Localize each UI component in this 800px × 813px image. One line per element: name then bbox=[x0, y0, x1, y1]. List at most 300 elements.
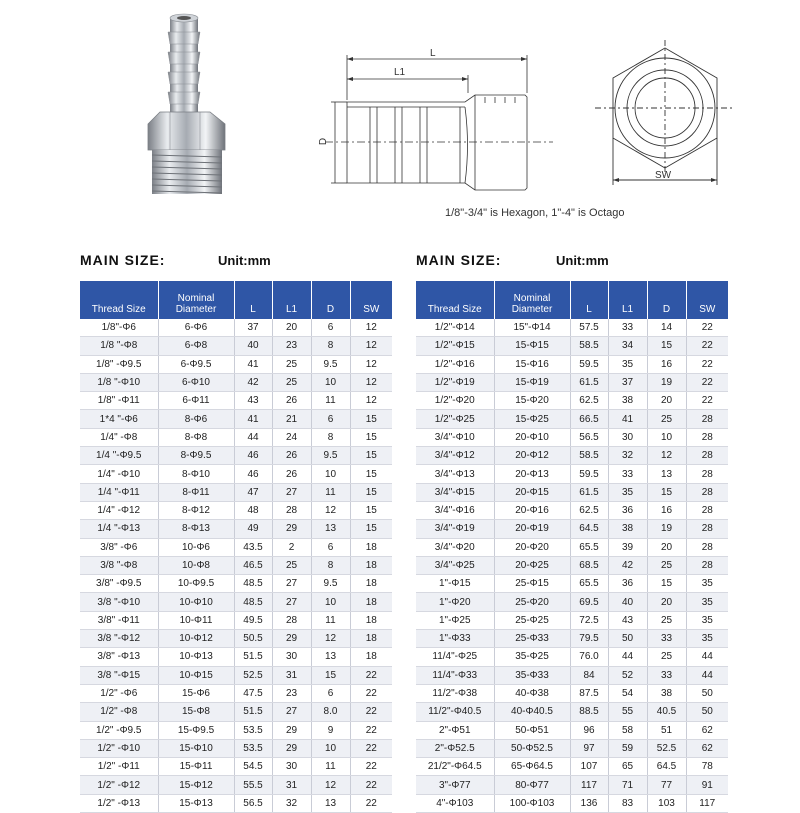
table-row bbox=[416, 520, 728, 538]
table-row bbox=[80, 684, 392, 702]
table-cell: 11/2"-Φ40.5 bbox=[416, 703, 494, 721]
table-cell: 2 bbox=[272, 538, 311, 556]
table-cell: 48.5 bbox=[234, 575, 272, 593]
table-cell: 65.5 bbox=[570, 538, 608, 556]
table-cell: 10-Φ11 bbox=[158, 611, 234, 629]
table-cell: 3/4"-Φ12 bbox=[416, 447, 494, 465]
table-cell: 107 bbox=[570, 758, 608, 776]
table-cell: 20-Φ20 bbox=[494, 538, 570, 556]
table-row bbox=[80, 428, 392, 446]
table-row bbox=[80, 373, 392, 391]
table-cell: 55 bbox=[608, 703, 647, 721]
table-cell: 22 bbox=[350, 739, 392, 757]
table-cell: 1/8" -Φ9.5 bbox=[80, 355, 158, 373]
table-cell: 58.5 bbox=[570, 337, 608, 355]
table-cell: 1/2" -Φ11 bbox=[80, 758, 158, 776]
table-cell: 25 bbox=[647, 556, 686, 574]
table-cell: 55.5 bbox=[234, 776, 272, 794]
table-cell: 44 bbox=[686, 648, 728, 666]
table-cell: 1/4" -Φ10 bbox=[80, 465, 158, 483]
table-cell: 20 bbox=[647, 538, 686, 556]
table-row bbox=[80, 739, 392, 757]
table-cell: 41 bbox=[234, 410, 272, 428]
table-cell: 15-Φ20 bbox=[494, 392, 570, 410]
table-cell: 18 bbox=[350, 611, 392, 629]
table-cell: 10 bbox=[311, 739, 350, 757]
table-cell: 6-Φ10 bbox=[158, 373, 234, 391]
table-cell: 15 bbox=[647, 337, 686, 355]
table-cell: 20 bbox=[647, 392, 686, 410]
table-cell: 88.5 bbox=[570, 703, 608, 721]
table-cell: 28 bbox=[686, 556, 728, 574]
table-cell: 15-Φ12 bbox=[158, 776, 234, 794]
table-cell: 38 bbox=[608, 520, 647, 538]
table-cell: 1/2" -Φ13 bbox=[80, 794, 158, 812]
table-row bbox=[416, 666, 728, 684]
table-cell: 52.5 bbox=[647, 739, 686, 757]
table-cell: 15"-Φ14 bbox=[494, 319, 570, 337]
table-cell: 30 bbox=[272, 648, 311, 666]
table-cell: 48 bbox=[234, 501, 272, 519]
table-cell: 27 bbox=[272, 575, 311, 593]
column-header: L bbox=[234, 281, 272, 319]
right-size-table bbox=[416, 281, 728, 813]
table-cell: 1/4 "-Φ9.5 bbox=[80, 447, 158, 465]
table-cell: 3"-Φ77 bbox=[416, 776, 494, 794]
table-cell: 11/4"-Φ25 bbox=[416, 648, 494, 666]
table-cell: 15-Φ8 bbox=[158, 703, 234, 721]
table-cell: 38 bbox=[608, 392, 647, 410]
table-cell: 4"-Φ103 bbox=[416, 794, 494, 812]
table-cell: 1*4 "-Φ6 bbox=[80, 410, 158, 428]
dim-label-D: D bbox=[318, 137, 330, 146]
table-cell: 25-Φ20 bbox=[494, 593, 570, 611]
table-cell: 62 bbox=[686, 721, 728, 739]
table-cell: 117 bbox=[686, 794, 728, 812]
table-cell: 3/8 "-Φ15 bbox=[80, 666, 158, 684]
table-cell: 59.5 bbox=[570, 355, 608, 373]
dim-label-L1: L1 bbox=[394, 67, 406, 78]
table-cell: 10-Φ9.5 bbox=[158, 575, 234, 593]
table-cell: 57.5 bbox=[570, 319, 608, 337]
table-cell: 16 bbox=[647, 355, 686, 373]
table-cell: 15 bbox=[647, 575, 686, 593]
table-cell: 18 bbox=[350, 538, 392, 556]
table-cell: 19 bbox=[647, 520, 686, 538]
side-view-drawing bbox=[325, 45, 555, 205]
table-cell: 41 bbox=[608, 410, 647, 428]
table-cell: 15-Φ13 bbox=[158, 794, 234, 812]
table-cell: 35 bbox=[686, 630, 728, 648]
table-cell: 1/2" -Φ10 bbox=[80, 739, 158, 757]
table-cell: 68.5 bbox=[570, 556, 608, 574]
table-cell: 28 bbox=[686, 520, 728, 538]
table-cell: 13 bbox=[311, 648, 350, 666]
table-row bbox=[416, 721, 728, 739]
table-cell: 11 bbox=[311, 483, 350, 501]
table-cell: 56.5 bbox=[570, 428, 608, 446]
table-cell: 36 bbox=[608, 501, 647, 519]
table-row bbox=[416, 739, 728, 757]
table-cell: 33 bbox=[647, 666, 686, 684]
table-cell: 12 bbox=[647, 447, 686, 465]
table-cell: 39 bbox=[608, 538, 647, 556]
table-cell: 15-Φ25 bbox=[494, 410, 570, 428]
table-cell: 18 bbox=[350, 575, 392, 593]
table-cell: 56.5 bbox=[234, 794, 272, 812]
table-cell: 9.5 bbox=[311, 355, 350, 373]
table-cell: 12 bbox=[311, 501, 350, 519]
table-cell: 22 bbox=[350, 703, 392, 721]
table-row bbox=[416, 373, 728, 391]
table-cell: 59.5 bbox=[570, 465, 608, 483]
table-cell: 80-Φ77 bbox=[494, 776, 570, 794]
table-cell: 22 bbox=[686, 337, 728, 355]
table-cell: 15 bbox=[350, 465, 392, 483]
table-cell: 37 bbox=[234, 319, 272, 337]
table-cell: 21 bbox=[272, 410, 311, 428]
table-cell: 25 bbox=[272, 373, 311, 391]
table-cell: 22 bbox=[686, 319, 728, 337]
table-cell: 46 bbox=[234, 465, 272, 483]
table-cell: 37 bbox=[608, 373, 647, 391]
table-cell: 64.5 bbox=[647, 758, 686, 776]
table-row bbox=[80, 593, 392, 611]
table-cell: 2"-Φ51 bbox=[416, 721, 494, 739]
table-cell: 6 bbox=[311, 410, 350, 428]
column-header: L1 bbox=[608, 281, 647, 319]
table-cell: 41 bbox=[234, 355, 272, 373]
table-cell: 6-Φ11 bbox=[158, 392, 234, 410]
table-cell: 40 bbox=[234, 337, 272, 355]
table-cell: 1/2"-Φ14 bbox=[416, 319, 494, 337]
table-cell: 12 bbox=[350, 319, 392, 337]
table-cell: 42 bbox=[608, 556, 647, 574]
table-cell: 3/8 "-Φ12 bbox=[80, 630, 158, 648]
table-cell: 3/8 "-Φ8 bbox=[80, 556, 158, 574]
table-cell: 65.5 bbox=[570, 575, 608, 593]
table-cell: 47 bbox=[234, 483, 272, 501]
table-cell: 3/4"-Φ15 bbox=[416, 483, 494, 501]
table-cell: 1/2" -Φ9.5 bbox=[80, 721, 158, 739]
table-cell: 20-Φ19 bbox=[494, 520, 570, 538]
column-header: D bbox=[311, 281, 350, 319]
table-cell: 22 bbox=[350, 684, 392, 702]
table-cell: 1/8"-Φ6 bbox=[80, 319, 158, 337]
table-cell: 23 bbox=[272, 337, 311, 355]
table-cell: 49 bbox=[234, 520, 272, 538]
table-cell: 15 bbox=[350, 520, 392, 538]
table-cell: 11 bbox=[311, 392, 350, 410]
table-row bbox=[80, 483, 392, 501]
table-cell: 1/2"-Φ16 bbox=[416, 355, 494, 373]
table-row bbox=[80, 538, 392, 556]
table-cell: 22 bbox=[686, 392, 728, 410]
table-cell: 76.0 bbox=[570, 648, 608, 666]
table-cell: 35-Φ33 bbox=[494, 666, 570, 684]
table-cell: 66.5 bbox=[570, 410, 608, 428]
product-photo bbox=[130, 12, 250, 197]
table-cell: 15-Φ9.5 bbox=[158, 721, 234, 739]
column-header: Thread Size bbox=[416, 281, 494, 319]
table-cell: 30 bbox=[272, 758, 311, 776]
table-row bbox=[416, 758, 728, 776]
table-cell: 15-Φ11 bbox=[158, 758, 234, 776]
table-cell: 54.5 bbox=[234, 758, 272, 776]
table-cell: 65-Φ64.5 bbox=[494, 758, 570, 776]
table-cell: 8 bbox=[311, 428, 350, 446]
table-cell: 3/8" -Φ11 bbox=[80, 611, 158, 629]
table-cell: 8-Φ9.5 bbox=[158, 447, 234, 465]
table-cell: 10 bbox=[647, 428, 686, 446]
table-cell: 1"-Φ20 bbox=[416, 593, 494, 611]
table-cell: 11/4"-Φ33 bbox=[416, 666, 494, 684]
table-cell: 20-Φ15 bbox=[494, 483, 570, 501]
table-cell: 36 bbox=[608, 575, 647, 593]
table-cell: 61.5 bbox=[570, 483, 608, 501]
table-cell: 51.5 bbox=[234, 703, 272, 721]
table-cell: 10-Φ12 bbox=[158, 630, 234, 648]
table-cell: 10-Φ8 bbox=[158, 556, 234, 574]
table-row bbox=[416, 703, 728, 721]
table-row bbox=[80, 392, 392, 410]
table-cell: 18 bbox=[350, 593, 392, 611]
table-cell: 22 bbox=[350, 776, 392, 794]
table-cell: 25 bbox=[272, 355, 311, 373]
table-cell: 8 bbox=[311, 556, 350, 574]
table-cell: 3/4"-Φ25 bbox=[416, 556, 494, 574]
right-unit-label: Unit:mm bbox=[556, 253, 609, 268]
table-cell: 31 bbox=[272, 776, 311, 794]
table-cell: 11/2"-Φ38 bbox=[416, 684, 494, 702]
table-cell: 27 bbox=[272, 483, 311, 501]
table-cell: 12 bbox=[350, 373, 392, 391]
table-cell: 32 bbox=[608, 447, 647, 465]
table-cell: 62.5 bbox=[570, 392, 608, 410]
table-row bbox=[416, 483, 728, 501]
table-cell: 1/2" -Φ8 bbox=[80, 703, 158, 721]
table-cell: 29 bbox=[272, 739, 311, 757]
table-cell: 97 bbox=[570, 739, 608, 757]
table-cell: 1/2"-Φ19 bbox=[416, 373, 494, 391]
table-cell: 53.5 bbox=[234, 721, 272, 739]
table-cell: 10-Φ10 bbox=[158, 593, 234, 611]
table-row bbox=[80, 611, 392, 629]
table-cell: 8-Φ8 bbox=[158, 428, 234, 446]
table-cell: 96 bbox=[570, 721, 608, 739]
table-cell: 1/2"-Φ20 bbox=[416, 392, 494, 410]
left-main-size-title: MAIN SIZE: bbox=[80, 252, 166, 268]
table-cell: 38 bbox=[647, 684, 686, 702]
table-cell: 18 bbox=[350, 556, 392, 574]
table-cell: 1/4 "-Φ11 bbox=[80, 483, 158, 501]
table-cell: 12 bbox=[350, 337, 392, 355]
table-cell: 48.5 bbox=[234, 593, 272, 611]
table-cell: 62 bbox=[686, 739, 728, 757]
table-cell: 15 bbox=[350, 501, 392, 519]
table-cell: 11 bbox=[311, 758, 350, 776]
table-cell: 6 bbox=[311, 684, 350, 702]
table-row bbox=[80, 758, 392, 776]
table-row bbox=[416, 538, 728, 556]
table-cell: 50 bbox=[686, 684, 728, 702]
table-cell: 43 bbox=[234, 392, 272, 410]
table-cell: 8-Φ10 bbox=[158, 465, 234, 483]
table-cell: 25 bbox=[272, 556, 311, 574]
table-cell: 47.5 bbox=[234, 684, 272, 702]
table-cell: 22 bbox=[350, 794, 392, 812]
table-row bbox=[416, 611, 728, 629]
table-cell: 91 bbox=[686, 776, 728, 794]
table-cell: 3/8" -Φ9.5 bbox=[80, 575, 158, 593]
table-cell: 10 bbox=[311, 373, 350, 391]
table-row bbox=[80, 721, 392, 739]
table-cell: 12 bbox=[311, 776, 350, 794]
table-cell: 3/4"-Φ19 bbox=[416, 520, 494, 538]
table-cell: 8 bbox=[311, 337, 350, 355]
table-cell: 29 bbox=[272, 520, 311, 538]
table-cell: 15 bbox=[350, 483, 392, 501]
table-cell: 20-Φ10 bbox=[494, 428, 570, 446]
table-row bbox=[416, 575, 728, 593]
table-cell: 6 bbox=[311, 319, 350, 337]
table-cell: 77 bbox=[647, 776, 686, 794]
table-cell: 43 bbox=[608, 611, 647, 629]
table-cell: 1"-Φ25 bbox=[416, 611, 494, 629]
table-cell: 28 bbox=[272, 611, 311, 629]
table-cell: 22 bbox=[686, 355, 728, 373]
table-cell: 25-Φ25 bbox=[494, 611, 570, 629]
table-cell: 27 bbox=[272, 703, 311, 721]
table-cell: 78 bbox=[686, 758, 728, 776]
table-cell: 11 bbox=[311, 611, 350, 629]
table-cell: 25-Φ33 bbox=[494, 630, 570, 648]
table-cell: 2"-Φ52.5 bbox=[416, 739, 494, 757]
table-cell: 28 bbox=[686, 410, 728, 428]
table-cell: 24 bbox=[272, 428, 311, 446]
table-cell: 35 bbox=[608, 483, 647, 501]
table-cell: 1/2"-Φ15 bbox=[416, 337, 494, 355]
table-cell: 20 bbox=[272, 319, 311, 337]
table-row bbox=[80, 410, 392, 428]
table-cell: 26 bbox=[272, 465, 311, 483]
table-cell: 16 bbox=[647, 501, 686, 519]
table-cell: 25 bbox=[647, 648, 686, 666]
table-row bbox=[416, 501, 728, 519]
table-cell: 22 bbox=[350, 721, 392, 739]
table-cell: 44 bbox=[608, 648, 647, 666]
table-cell: 6-Φ9.5 bbox=[158, 355, 234, 373]
table-cell: 33 bbox=[608, 465, 647, 483]
table-cell: 15-Φ15 bbox=[494, 337, 570, 355]
table-cell: 1/8 "-Φ10 bbox=[80, 373, 158, 391]
table-cell: 35 bbox=[686, 611, 728, 629]
table-header-row bbox=[416, 281, 728, 319]
table-cell: 15-Φ10 bbox=[158, 739, 234, 757]
table-cell: 53.5 bbox=[234, 739, 272, 757]
table-cell: 15 bbox=[350, 428, 392, 446]
table-cell: 42 bbox=[234, 373, 272, 391]
table-cell: 15-Φ16 bbox=[494, 355, 570, 373]
table-cell: 3/4"-Φ20 bbox=[416, 538, 494, 556]
table-cell: 10-Φ6 bbox=[158, 538, 234, 556]
table-cell: 15-Φ6 bbox=[158, 684, 234, 702]
table-row bbox=[416, 428, 728, 446]
left-size-table bbox=[80, 281, 392, 813]
table-cell: 83 bbox=[608, 794, 647, 812]
left-unit-label: Unit:mm bbox=[218, 253, 271, 268]
table-cell: 32 bbox=[272, 794, 311, 812]
table-cell: 15 bbox=[311, 666, 350, 684]
table-cell: 19 bbox=[647, 373, 686, 391]
table-cell: 50 bbox=[608, 630, 647, 648]
table-cell: 1/4" -Φ8 bbox=[80, 428, 158, 446]
table-cell: 28 bbox=[686, 538, 728, 556]
table-cell: 1/2" -Φ12 bbox=[80, 776, 158, 794]
table-cell: 12 bbox=[350, 392, 392, 410]
table-row bbox=[416, 465, 728, 483]
table-row bbox=[80, 556, 392, 574]
table-cell: 10-Φ13 bbox=[158, 648, 234, 666]
table-cell: 54 bbox=[608, 684, 647, 702]
table-cell: 3/4"-Φ13 bbox=[416, 465, 494, 483]
table-cell: 8-Φ6 bbox=[158, 410, 234, 428]
table-cell: 26 bbox=[272, 392, 311, 410]
table-cell: 35 bbox=[686, 575, 728, 593]
table-cell: 22 bbox=[350, 666, 392, 684]
table-cell: 29 bbox=[272, 721, 311, 739]
table-row bbox=[416, 648, 728, 666]
table-cell: 49.5 bbox=[234, 611, 272, 629]
table-cell: 12 bbox=[350, 355, 392, 373]
table-cell: 44 bbox=[234, 428, 272, 446]
table-cell: 8-Φ13 bbox=[158, 520, 234, 538]
table-row bbox=[416, 392, 728, 410]
table-cell: 35 bbox=[608, 355, 647, 373]
table-cell: 50-Φ52.5 bbox=[494, 739, 570, 757]
table-row bbox=[80, 703, 392, 721]
table-cell: 59 bbox=[608, 739, 647, 757]
table-cell: 15 bbox=[350, 410, 392, 428]
table-row bbox=[416, 410, 728, 428]
table-cell: 8.0 bbox=[311, 703, 350, 721]
table-cell: 6-Φ8 bbox=[158, 337, 234, 355]
table-cell: 15-Φ19 bbox=[494, 373, 570, 391]
table-row bbox=[80, 447, 392, 465]
table-cell: 79.5 bbox=[570, 630, 608, 648]
table-cell: 22 bbox=[350, 758, 392, 776]
table-cell: 28 bbox=[686, 447, 728, 465]
table-row bbox=[416, 447, 728, 465]
table-cell: 40-Φ38 bbox=[494, 684, 570, 702]
table-cell: 23 bbox=[272, 684, 311, 702]
table-row bbox=[416, 337, 728, 355]
table-cell: 58 bbox=[608, 721, 647, 739]
table-row bbox=[80, 520, 392, 538]
table-cell: 43.5 bbox=[234, 538, 272, 556]
table-cell: 20-Φ16 bbox=[494, 501, 570, 519]
table-cell: 10-Φ15 bbox=[158, 666, 234, 684]
table-cell: 26 bbox=[272, 447, 311, 465]
table-cell: 20-Φ12 bbox=[494, 447, 570, 465]
table-cell: 61.5 bbox=[570, 373, 608, 391]
table-cell: 14 bbox=[647, 319, 686, 337]
table-cell: 30 bbox=[608, 428, 647, 446]
table-cell: 1/2" -Φ6 bbox=[80, 684, 158, 702]
table-cell: 12 bbox=[311, 630, 350, 648]
table-cell: 3/8" -Φ13 bbox=[80, 648, 158, 666]
table-cell: 31 bbox=[272, 666, 311, 684]
